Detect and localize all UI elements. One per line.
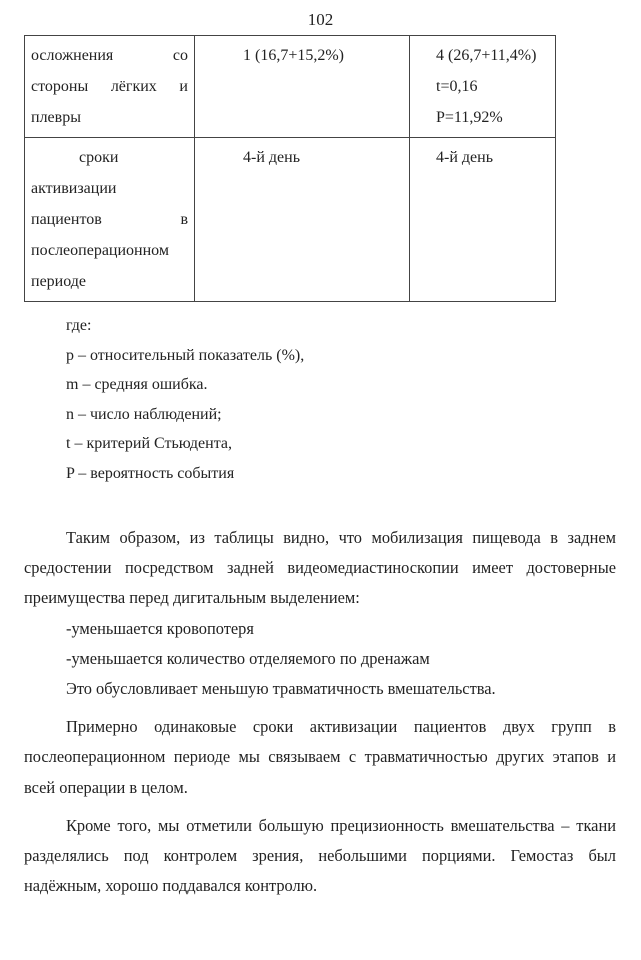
table-cell-group1 bbox=[195, 138, 410, 302]
list-item: -уменьшается кровопотеря bbox=[66, 618, 254, 638]
table-cell-label bbox=[25, 36, 195, 138]
cell-line: периоде bbox=[31, 273, 87, 290]
table-cell-group2 bbox=[410, 138, 556, 302]
list-item: -уменьшается количество отделяемого по дренажам bbox=[66, 648, 430, 668]
legend-item: n – число наблюдений; bbox=[66, 405, 222, 423]
table-cell-group2 bbox=[410, 36, 556, 138]
cell-line: плевры bbox=[31, 109, 81, 126]
legend-title: где: bbox=[66, 317, 92, 334]
legend-item: t – критерий Стьюдента, bbox=[66, 435, 232, 453]
paragraph: Это обусловливает меньшую травматичность вмешательства. bbox=[66, 679, 496, 699]
legend-item: p – относительный показатель (%), bbox=[66, 346, 305, 364]
table-row bbox=[25, 138, 556, 302]
legend-item: P – вероятность события bbox=[66, 464, 235, 482]
table-cell-label bbox=[25, 138, 195, 302]
cell-line: t=0,16 bbox=[436, 78, 478, 95]
cell-line: 4 (26,7+11,4%) bbox=[436, 47, 537, 64]
cell-line: послеоперационном bbox=[31, 242, 169, 259]
cell-line: пациентов в bbox=[31, 211, 188, 228]
legend-item: m – средняя ошибка. bbox=[66, 376, 208, 394]
cell-line: осложнения со bbox=[31, 47, 188, 64]
paragraph: Кроме того, мы отметили большую прецизионность вмешательства – ткани разделялись под контролем зрения, небольшими порциями. Гемостаз был надёжным, хорошо поддавался контролю. bbox=[24, 815, 616, 896]
cell-line: стороны лёгких и bbox=[31, 78, 188, 95]
legend bbox=[66, 311, 304, 489]
cell-line: 4-й день bbox=[243, 149, 300, 166]
page-number: 102 bbox=[307, 10, 334, 29]
table-cell-group1 bbox=[195, 36, 410, 138]
cell-line: P=11,92% bbox=[436, 109, 503, 126]
cell-line: 1 (16,7+15,2%) bbox=[243, 47, 345, 64]
paragraph: Таким образом, из таблицы видно, что мобилизация пищевода в заднем средостении посредством задней видеомедиастиноскопии имеет достоверные преимущества перед дигитальным выделением: bbox=[24, 528, 616, 608]
cell-line: активизации bbox=[31, 180, 117, 197]
body-text bbox=[24, 523, 616, 901]
cell-line: сроки bbox=[79, 149, 119, 166]
cell-line: 4-й день bbox=[436, 149, 493, 166]
table-row bbox=[25, 36, 556, 138]
paragraph: Примерно одинаковые сроки активизации пациентов двух групп в послеоперационном периоде мы связываем с травматичностью других этапов и всей операции в целом. bbox=[24, 717, 616, 797]
results-table bbox=[24, 35, 556, 302]
